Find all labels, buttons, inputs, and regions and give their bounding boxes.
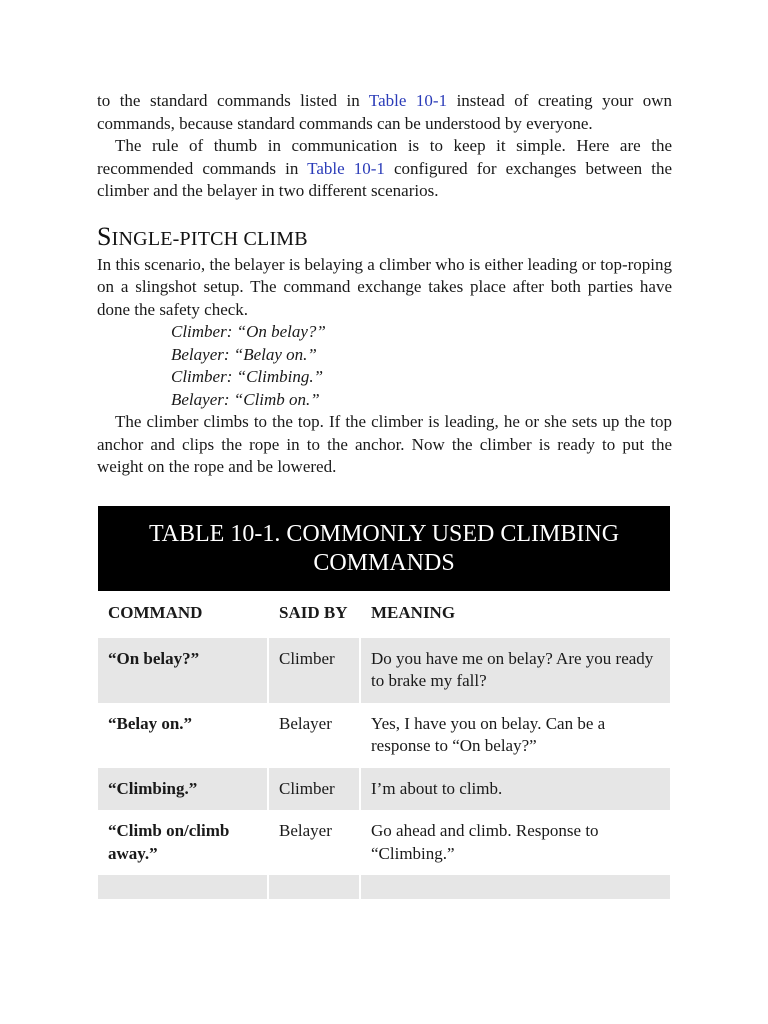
intro-text: The rule of thumb in communication is to keep it simple. Here are the recommended commands in — [97, 136, 672, 178]
intro-text: configured for exchanges between the climber and the belayer in two different scenarios. — [97, 158, 672, 200]
cell-command: “On belay?” — [98, 638, 267, 703]
cell-said-by: Belayer — [267, 703, 359, 768]
intro-text: instead of creating your own commands, because standard commands can be understood by everyone. — [97, 91, 673, 133]
heading-rest: INGLE-PITCH CLIMB — [111, 227, 308, 250]
table-reference-link[interactable]: Table 10-1 — [307, 158, 385, 178]
heading-initial: S — [97, 221, 112, 251]
cell-empty — [359, 875, 670, 899]
cell-meaning: Go ahead and climb. Response to “Climbing.” — [359, 810, 670, 875]
intro-paragraph-1 — [97, 90, 672, 135]
cell-meaning: I’m about to climb. — [359, 768, 670, 811]
commands-table — [98, 506, 670, 899]
dialogue-line: Belayer: “Climb on.” — [171, 389, 320, 409]
cell-empty — [98, 875, 267, 899]
table-reference-link[interactable]: Table 10-1 — [368, 91, 448, 110]
scenario-paragraph: In this scenario, the belayer is belaying a climber who is either leading or top-roping on a slingshot setup. The command exchange takes place after both parties have done the safety check. — [97, 254, 672, 319]
scenario-paragraph-2: The climber climbs to the top. If the climber is leading, he or she sets up the top anchor and clips the rope in to the anchor. Now the climber is ready to put the weight on the rope and be lowered. — [97, 412, 672, 476]
table-row-partial — [98, 875, 670, 899]
dialogue-line: Climber: “On belay?” — [171, 322, 326, 341]
header-meaning: MEANING — [359, 591, 670, 638]
cell-meaning: Yes, I have you on belay. Can be a response to “On belay?” — [359, 703, 670, 768]
header-said-by: SAID BY — [267, 591, 359, 638]
dialogue-line: Belayer: “Belay on.” — [171, 344, 317, 364]
dialogue-line: Climber: “Climbing.” — [171, 367, 324, 386]
table-row — [98, 703, 670, 768]
cell-said-by: Belayer — [267, 810, 359, 875]
cell-command: “Climbing.” — [98, 768, 267, 811]
cell-said-by: Climber — [267, 638, 359, 703]
cell-empty — [267, 875, 359, 899]
table-title: TABLE 10-1. COMMONLY USED CLIMBING COMMANDS — [98, 506, 670, 591]
table-row — [98, 810, 670, 875]
header-command: COMMAND — [108, 603, 203, 622]
intro-text: to the standard commands listed in — [97, 91, 369, 110]
commands-table-grid — [98, 591, 670, 899]
page-content — [97, 90, 672, 479]
intro-paragraph-2 — [97, 135, 672, 203]
cell-command: “Belay on.” — [108, 713, 193, 733]
cell-meaning: Do you have me on belay? Are you ready to brake my fall? — [359, 638, 670, 703]
table-row — [98, 768, 670, 811]
table-row — [98, 638, 670, 703]
section-heading — [97, 222, 672, 254]
cell-command: “Climb on/climb away.” — [108, 821, 230, 863]
cell-said-by: Climber — [267, 768, 359, 811]
table-header-row — [98, 591, 670, 638]
